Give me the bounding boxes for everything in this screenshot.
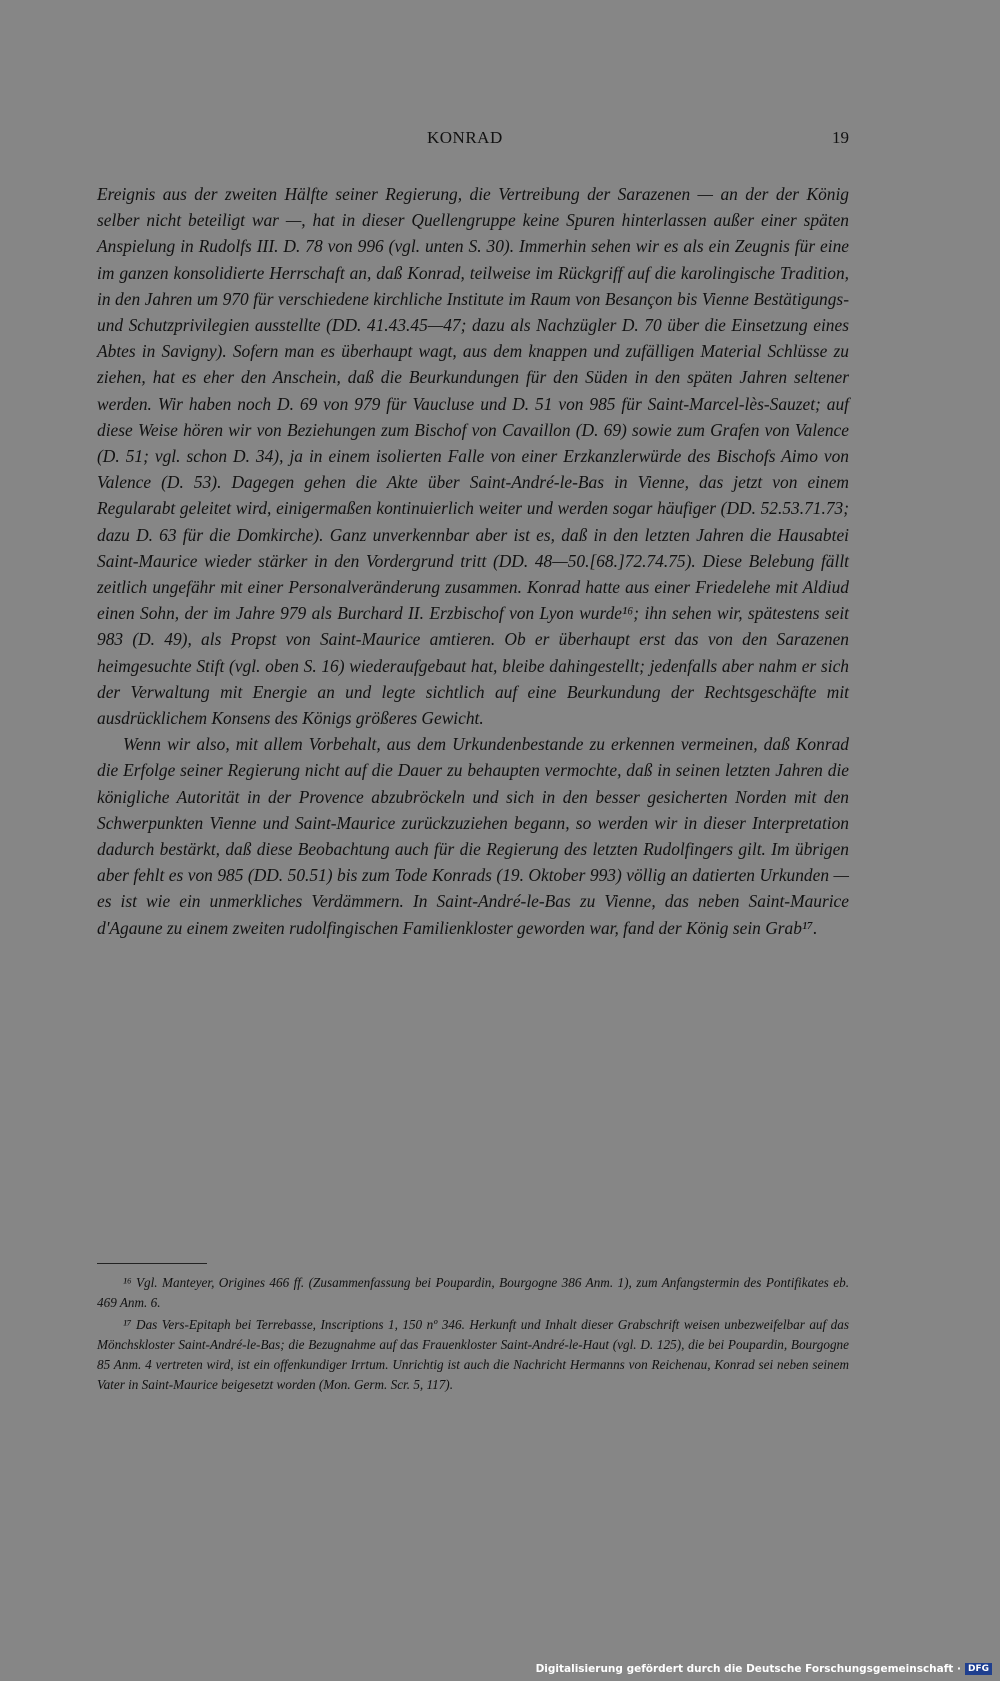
digitization-credit xyxy=(536,1663,992,1675)
paragraph-1: Ereignis aus der zweiten Hälfte seiner Regierung, die Vertreibung der Sarazenen — an der der König selber nicht beteiligt war —, hat in dieser Quellengruppe keine Spuren hinterlassen außer einer späten Anspielung in Rudolfs III. D. 78 von 996 (vgl. unten S. 30). Immerhin sehen wir es als ein Zeugnis für eine im ganzen konsolidierte Herrschaft an, daß Konrad, teilweise im Rückgriff auf die karolingische Tradition, in den Jahren um 970 für verschiedene kirchliche Institute im Raum von Besançon bis Vienne Bestätigungs- und Schutzprivilegien ausstellte (DD. 41.43.45—47; dazu als Nachzügler D. 70 über die Einsetzung eines Abtes in Savigny). Sofern man es überhaupt wagt, aus dem knappen und zufälligen Material Schlüsse zu ziehen, hat es eher den Anschein, daß die Beurkundungen für den Süden in den späten Jahren seltener werden. Wir haben noch D. 69 von 979 für Vaucluse und D. 51 von 985 für Saint-Marcel-lès-Sauzet; auf diese Weise hören wir von Beziehungen zum Bischof von Cavaillon (D. 69) sowie zum Grafen von Valence (D. 51; vgl. schon D. 34), ja in einem isolierten Falle von einer Erzkanzlerwürde des Bischofs Aimo von Valence (D. 53). Dagegen gehen die Akte über Saint-André-le-Bas in Vienne, das jetzt von einem Regularabt geleitet wird, einigermaßen kontinuierlich weiter und werden sogar häufiger (DD. 52.53.71.73; dazu D. 63 für die Domkirche). Ganz unverkennbar aber ist es, daß in den letzten Jahren die Hausabtei Saint-Maurice wieder stärker in den Vordergrund tritt (DD. 48—50.[68.]72.74.75). Diese Belebung fällt zeitlich ungefähr mit einer Personalveränderung zusammen. Konrad hatte aus einer Friedelehe mit Aldiud einen Sohn, der im Jahre 979 als Burchard II. Erzbischof von Lyon wurde¹⁶; ihn sehen wir, spätestens seit 983 (D. 49), als Propst von Saint-Maurice amtieren. Ob er überhaupt erst das von den Sarazenen heimgesuchte Stift (vgl. oben S. 16) wiederaufgebaut hat, bleibe dahingestellt; jedenfalls aber nahm er sich der Verwaltung mit Energie an und legte sichtlich auf eine Beurkundung der Rechtsgeschäfte mit ausdrücklichem Konsens des Königs größeres Gewicht. xyxy=(97,184,849,729)
body-text xyxy=(97,181,849,941)
footnote-16: ¹⁶ Vgl. Manteyer, Origines 466 ff. (Zusammenfassung bei Poupardin, Bourgogne 386 Anm. 1), zum Anfangstermin des Pontifikates eb. 469 Anm. 6. xyxy=(97,1275,849,1310)
running-title: KONRAD xyxy=(427,128,503,147)
footnote-separator xyxy=(97,1263,207,1264)
page-number: 19 xyxy=(832,128,849,147)
footnote-17: ¹⁷ Das Vers-Epitaph bei Terrebasse, Inscriptions 1, 150 nº 346. Herkunft und Inhalt dieser Grabschrift weisen unbezweifelbar auf das Mönchskloster Saint-André-le-Bas; die Bezugnahme auf das Frauenkloster Saint-André-le-Haut (vgl. D. 125), die bei Poupardin, Bourgogne 85 Anm. 4 vertreten wird, ist ein offenkundiger Irrtum. Unrichtig ist auch die Nachricht Hermanns von Reichenau, Konrad sei neben seinem Vater in Saint-Maurice beigesetzt worden (Mon. Germ. Scr. 5, 117). xyxy=(97,1317,849,1392)
credit-text: Digitalisierung gefördert durch die Deutsche Forschungsgemeinschaft · xyxy=(535,1663,961,1675)
footnotes xyxy=(97,1273,849,1395)
dfg-logo-icon: DFG xyxy=(965,1663,992,1675)
paragraph-2: Wenn wir also, mit allem Vorbehalt, aus dem Urkundenbestande zu erkennen vermeinen, daß Konrad die Erfolge seiner Regierung nicht auf die Dauer zu behaupten vermochte, daß in seinen letzten Jahren die königliche Autorität in der Provence abzubröckeln und sich in den besser gesicherten Norden mit den Schwerpunkten Vienne und Saint-Maurice zurückzuziehen begann, so werden wir in dieser Interpretation dadurch bestärkt, daß diese Beobachtung auch für die Regierung des letzten Rudolfingers gilt. Im übrigen aber fehlt es von 985 (DD. 50.51) bis zum Tode Konrads (19. Oktober 993) völlig an datierten Urkunden — es ist wie ein unmerkliches Verdämmern. In Saint-André-le-Bas zu Vienne, das neben Saint-Maurice d'Agaune zu einem zweiten rudolfingischen Familienkloster geworden war, fand der König sein Grab¹⁷. xyxy=(97,734,849,938)
